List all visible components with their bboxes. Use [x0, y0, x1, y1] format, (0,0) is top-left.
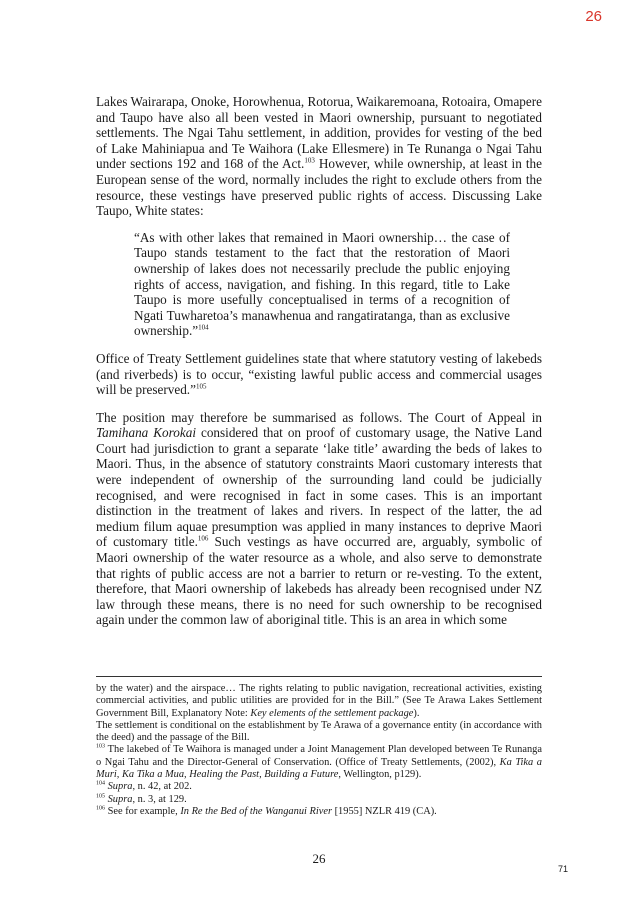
footnote-104	[96, 781, 542, 793]
page-number: 26	[312, 851, 326, 866]
footnote-text: See for example,	[105, 805, 181, 817]
paragraph-ots-guidelines	[96, 351, 542, 398]
footnote-number: 104	[96, 780, 105, 787]
paragraph-text: Such vestings as have occurred are, arguably, symbolic of Maori ownership of the water resource as a whole, and also serve to demonstrate that rights of public access are not a barrier to return or re-vesting. To the extent, therefore, that Maori ownership of lakebeds has already been recognised under NZ law through these means, there is no need for such ownership to be recognised again under the common law of aboriginal title. This is an area in which some	[96, 534, 542, 628]
block-quote-white	[134, 230, 510, 339]
footnotes	[96, 683, 542, 818]
footnote-106	[96, 806, 542, 818]
body-text	[96, 94, 542, 628]
footnote-text: by the water) and the airspace… The rights relating to public navigation, recreational activities, existing commercial activities, and public utilities are provided for in the Bill.” (See Te Arawa Lakes Settlement Government Bill, Explanatory Note:	[96, 683, 542, 719]
footnote-text: , n. 42, at 202.	[132, 781, 192, 793]
footnote-continuation	[96, 683, 542, 720]
footnote-105	[96, 794, 542, 806]
footnote-ref[interactable]: 103	[304, 156, 315, 165]
footnote-italic: Supra	[107, 781, 133, 793]
case-name: Tamihana Korokai	[96, 425, 196, 441]
corner-page-number: 26	[585, 8, 602, 25]
footnote-italic: Key elements of the settlement package	[250, 707, 414, 719]
footnote-italic: Supra	[107, 793, 133, 805]
footnote-number: 105	[96, 793, 105, 800]
footnote-ref[interactable]: 104	[198, 323, 209, 332]
footnote-continuation-2: The settlement is conditional on the establishment by Te Arawa of a governance entity (in accordance with the deed) and the passage of the Bill.	[96, 719, 542, 744]
paragraph-text: The position may therefore be summarised as follows. The Court of Appeal in	[96, 409, 542, 425]
footnote-number: 103	[96, 744, 105, 751]
footnote-103	[96, 744, 542, 781]
footnote-ref[interactable]: 105	[195, 382, 207, 391]
paragraph-text: Lakes Wairarapa, Onoke, Horowhenua, Rotorua, Waikaremoana, Rotoaira, Omapere and Taupo have also all been vested in Maori ownership, pursuant to negotiated settlements. The Ngai Tahu settlement, in addition, provides for vesting of the bed of Lake Mahiniapua and Te Waihora (Lake Ellesmere) in Te Runanga o Ngai Tahu under sections 192 and 168 of the Act.	[96, 94, 542, 172]
quote-text: “As with other lakes that remained in Maori ownership… the case of Taupo stands testament to the fact that the restoration of Maori ownership of lakes does not necessarily preclude the public enjoying rights of access, navigation, and fishing. In this regard, title to Lake Taupo is more usefully conceptualised in terms of a recognition of Ngati Tuwharetoa’s manawhenua and rangatiratanga, than as exclusive ownership.”	[134, 229, 510, 339]
paragraph-text: considered that on proof of customary usage, the Native Land Court had jurisdiction to grant a separate ‘lake title’ awarding the beds of lakes to Maori. Thus, in the absence of statutory constraints Maori customary interests that were independent of ownership of the surrounding land could be judicially recognised, and were recognised in fact in some cases. This is an important distinction in the treatment of lakes and rivers. In respect of the latter, the ad medium filum aquae presumption was applied in many instances to deprive Maori of customary title.	[96, 425, 543, 550]
footnote-ref[interactable]: 106	[197, 535, 209, 544]
paragraph-lakes-vesting	[96, 94, 542, 219]
footnote-text: [1955] NZLR 419 (CA).	[332, 805, 437, 817]
paragraph-text: However, while ownership, at least in the European sense of the word, normally includes the right to exclude others from the resource, these vestings have preserved public rights of access. Discussing Lake Taupo, White states:	[96, 156, 542, 219]
footnote-text: , n. 3, at 129.	[132, 793, 187, 805]
footnote-text: ).	[413, 707, 420, 719]
document-page-number: 71	[557, 864, 568, 874]
paragraph-text: Office of Treaty Settlement guidelines state that where statutory vesting of lakebeds (and riverbeds) is to occur, “existing lawful public access and commercial usages will be preserved.”	[96, 350, 542, 398]
footnote-italic: Ka Tika a Muri, Ka Tika a Mua, Healing the Past, Building a Future	[96, 756, 543, 781]
footnote-number: 106	[96, 805, 105, 812]
footnote-text: , Wellington, p129).	[338, 769, 422, 781]
paragraph-summary	[96, 410, 542, 628]
footnote-italic: In Re the Bed of the Wanganui River	[180, 805, 332, 817]
footnote-text: The lakebed of Te Waihora is managed under a Joint Management Plan developed between Te Runanga o Ngai Tahu and the Director-General of Conservation. (Office of Treaty Settlements, (2002),	[96, 744, 542, 768]
footnote-divider	[96, 676, 542, 677]
